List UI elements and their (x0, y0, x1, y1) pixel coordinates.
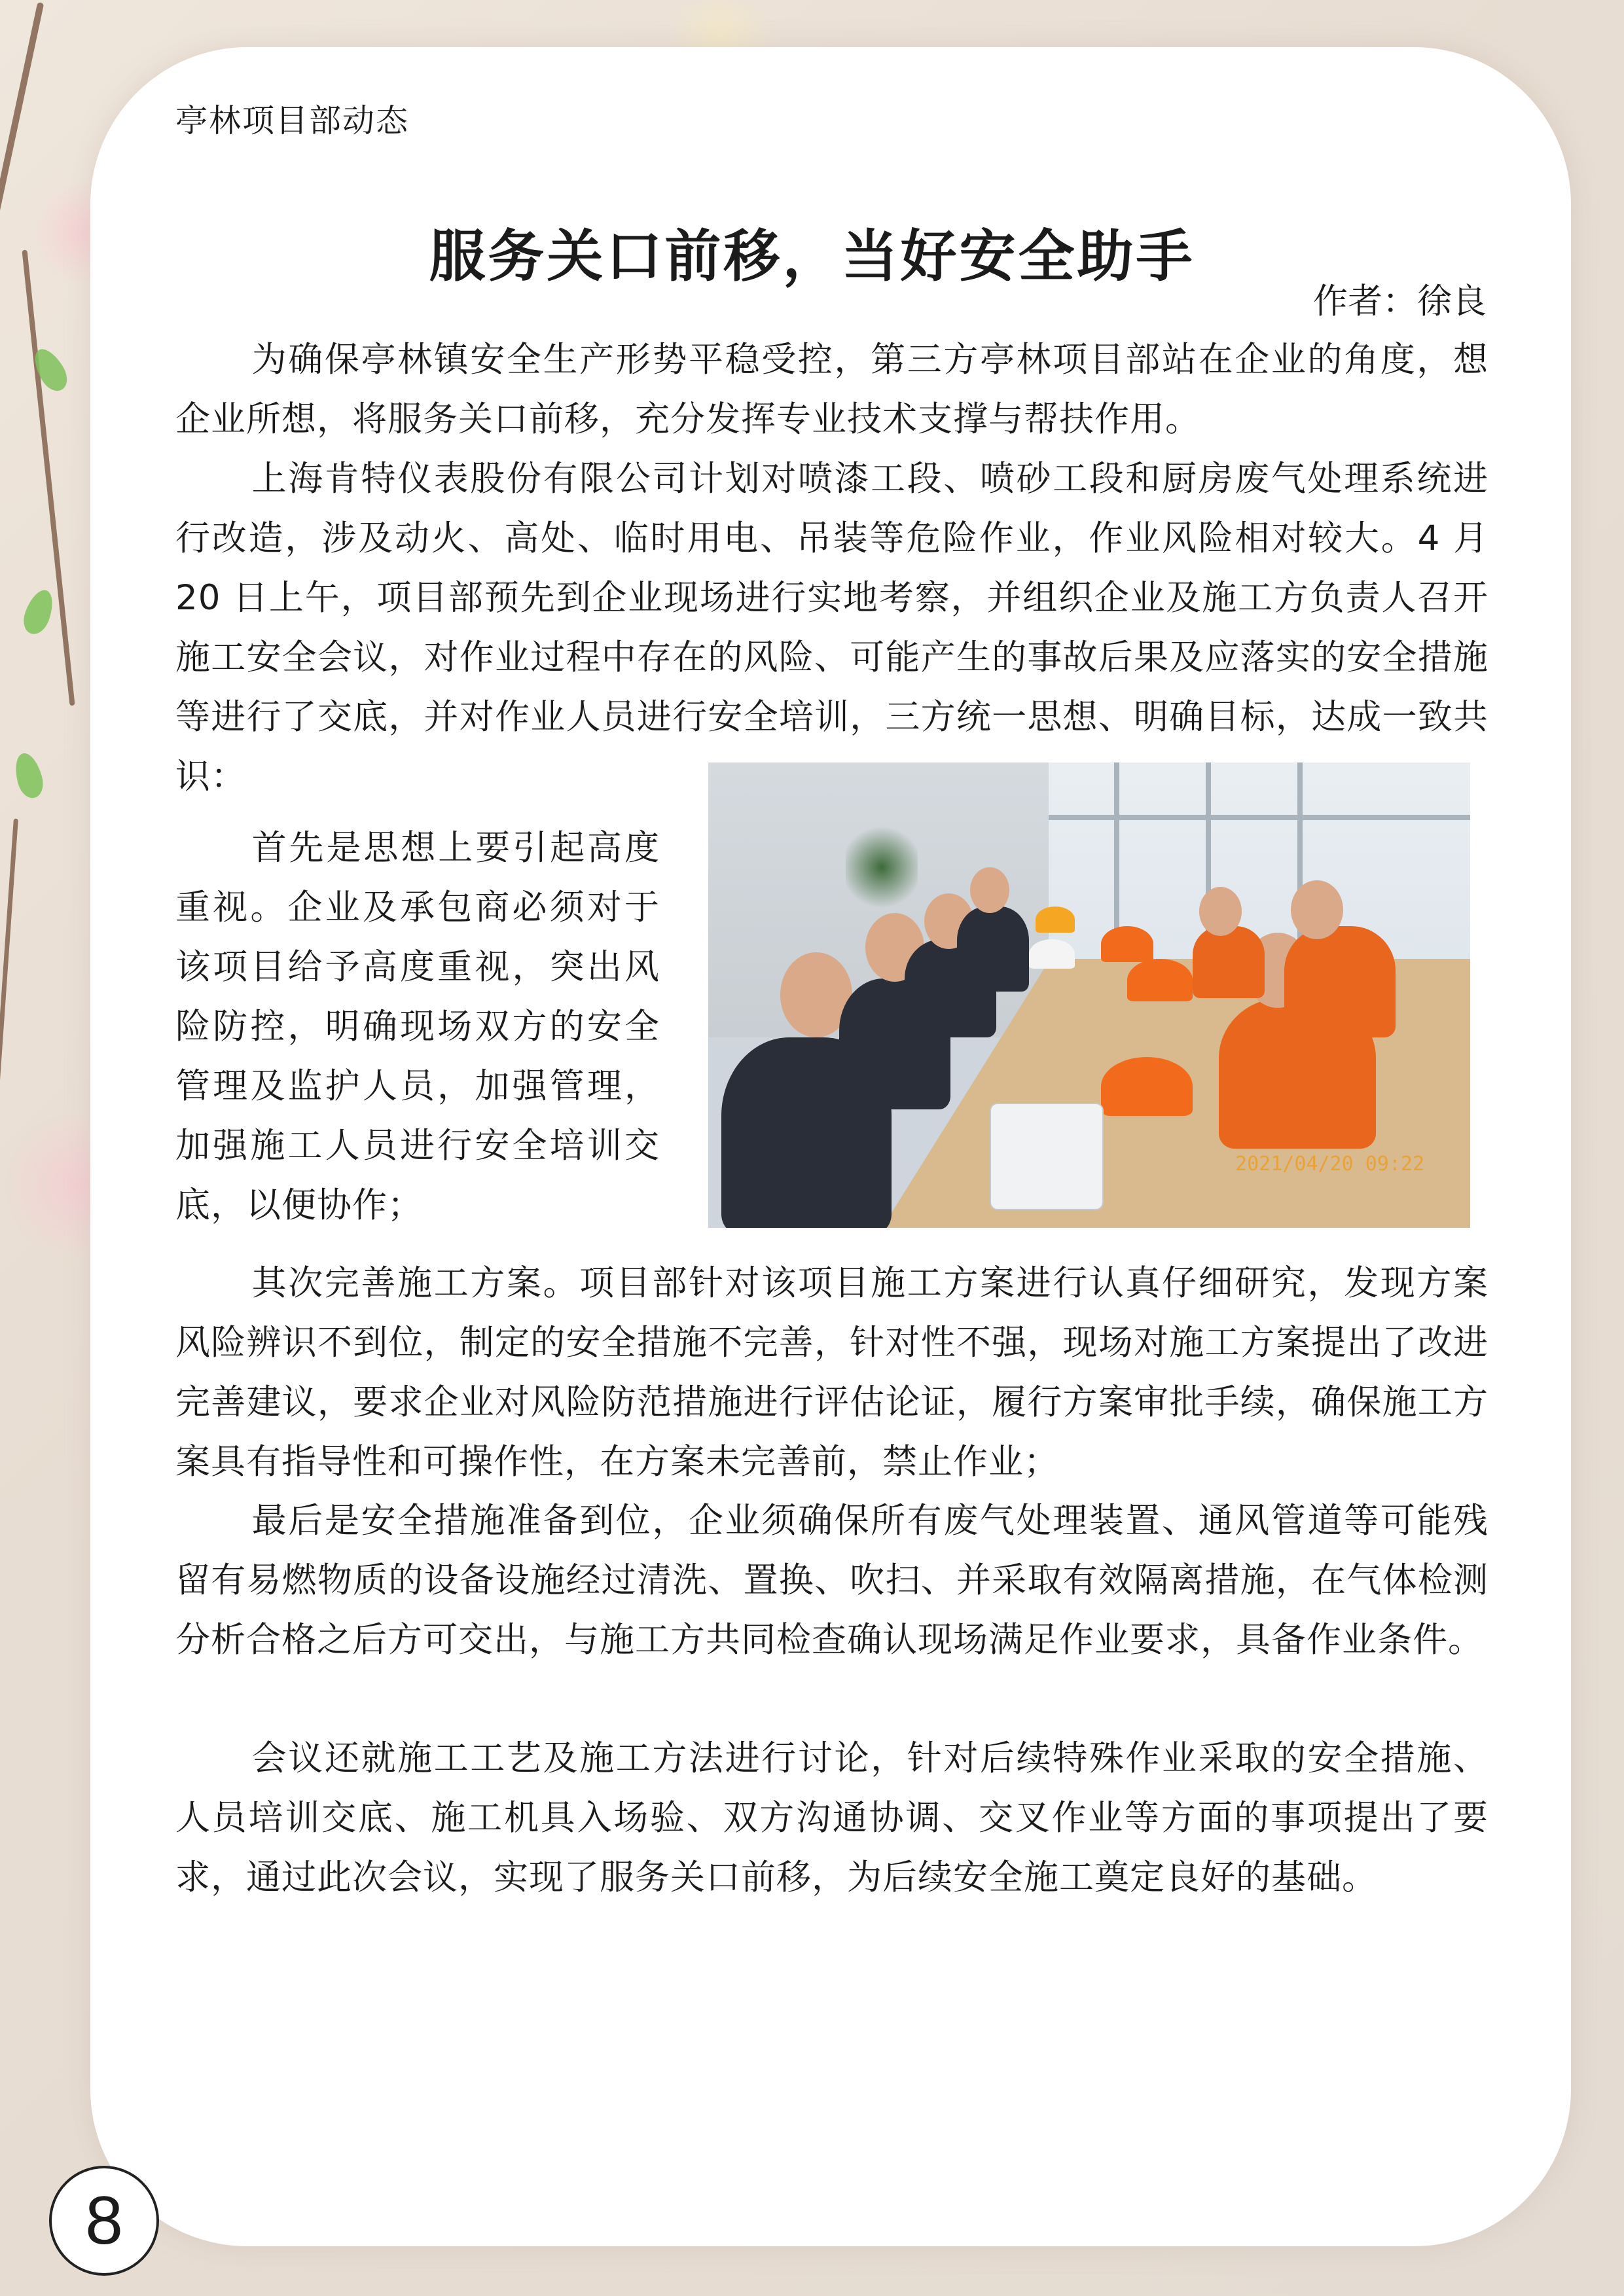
article-title: 服务关口前移，当好安全助手 (429, 224, 1195, 289)
paragraph-1: 为确保亭林镇安全生产形势平稳受控，第三方亭林项目部站在企业的角度，想企业所想，将服务关口前移，充分发挥专业技术支撑与帮扶作用。 (175, 340, 1489, 439)
paragraph-4: 其次完善施工方案。项目部针对该项目施工方案进行认真仔细研究，发现方案风险辨识不到位，制定的安全措施不完善，针对性不强，现场对施工方案提出了改进完善建议，要求企业对风险防范措施进行评估论证，履行方案审批手续，确保施工方案具有指导性和可操作性，在方案未完善前，禁止作业； (175, 1263, 1489, 1482)
paragraph-2: 上海肯特仪表股份有限公司计划对喷漆工段、喷砂工段和厨房废气处理系统进行改造，涉及动火、高处、临时用电、吊装等危险作业，作业风险相对较大。4 月 20 日上午，项目部预先到企业现场进行实地考察，并组织企业及施工方负责人召开施工安全会议，对作业过程中存在的风险、可能产生的事故后果及应落实的安全措施等进行了交底，并对作业人员进行安全培训，三方统一思想、明确目标，达成一致共识： (175, 459, 1489, 797)
meeting-photo (708, 762, 1470, 1228)
paragraph-5: 最后是安全措施准备到位，企业须确保所有废气处理装置、通风管道等可能残留有易燃物质的设备设施经过清洗、置换、吹扫、并采取有效隔离措施，在气体检测分析合格之后方可交出，与施工方共同检查确认现场满足作业要求，具备作业条件。 (175, 1501, 1489, 1660)
paragraph-6: 会议还就施工工艺及施工方法进行讨论，针对后续特殊作业采取的安全措施、人员培训交底、施工机具入场验、双方沟通协调、交叉作业等方面的事项提出了要求，通过此次会议，实现了服务关口前移，为后续安全施工奠定良好的基础。 (175, 1738, 1489, 1897)
paragraph-3: 首先是思想上要引起高度重视。企业及承包商必须对于该项目给予高度重视，突出风险防控，明确现场双方的安全管理及监护人员，加强管理，加强施工人员进行安全培训交底，以便协作； (175, 828, 660, 1225)
section-label: 亭林项目部动态 (175, 102, 410, 139)
page-number: 8 (49, 2166, 159, 2276)
photo-timestamp: 2021/04/20 09:22 (1235, 1153, 1424, 1175)
branch-decoration (0, 2, 44, 234)
leaf-decoration (11, 750, 47, 800)
branch-decoration (22, 249, 75, 706)
leaf-decoration (19, 586, 58, 638)
article-author: 作者：徐良 (1313, 281, 1487, 321)
